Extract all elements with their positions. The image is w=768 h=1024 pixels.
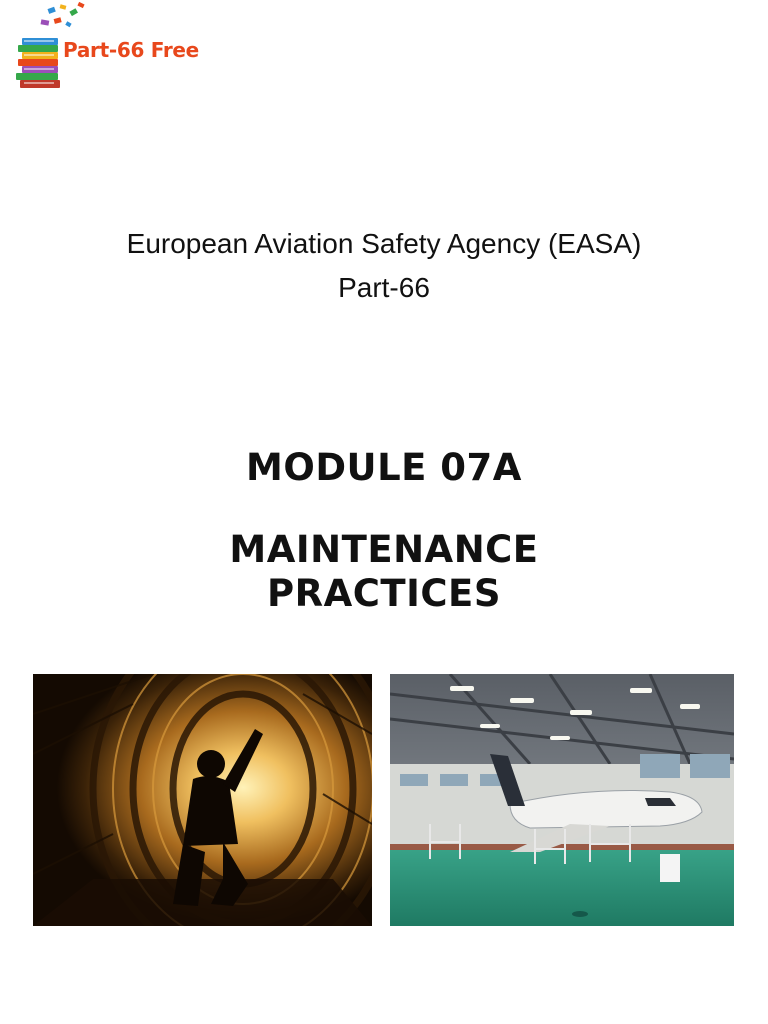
hangar-aircraft-photo xyxy=(390,674,734,926)
brand-logo xyxy=(8,0,208,95)
fuselage-technician-photo xyxy=(33,674,372,926)
subject-line-1: MAINTENANCE xyxy=(229,528,539,571)
regulation-name: Part-66 xyxy=(338,272,430,303)
subject-line-2: PRACTICES xyxy=(267,572,501,615)
agency-name: European Aviation Safety Agency (EASA) xyxy=(126,228,642,259)
module-subject xyxy=(0,528,768,616)
agency-heading xyxy=(0,222,768,310)
module-title: MODULE 07A xyxy=(246,446,522,489)
brand-name: Part-66 Free xyxy=(63,38,199,62)
